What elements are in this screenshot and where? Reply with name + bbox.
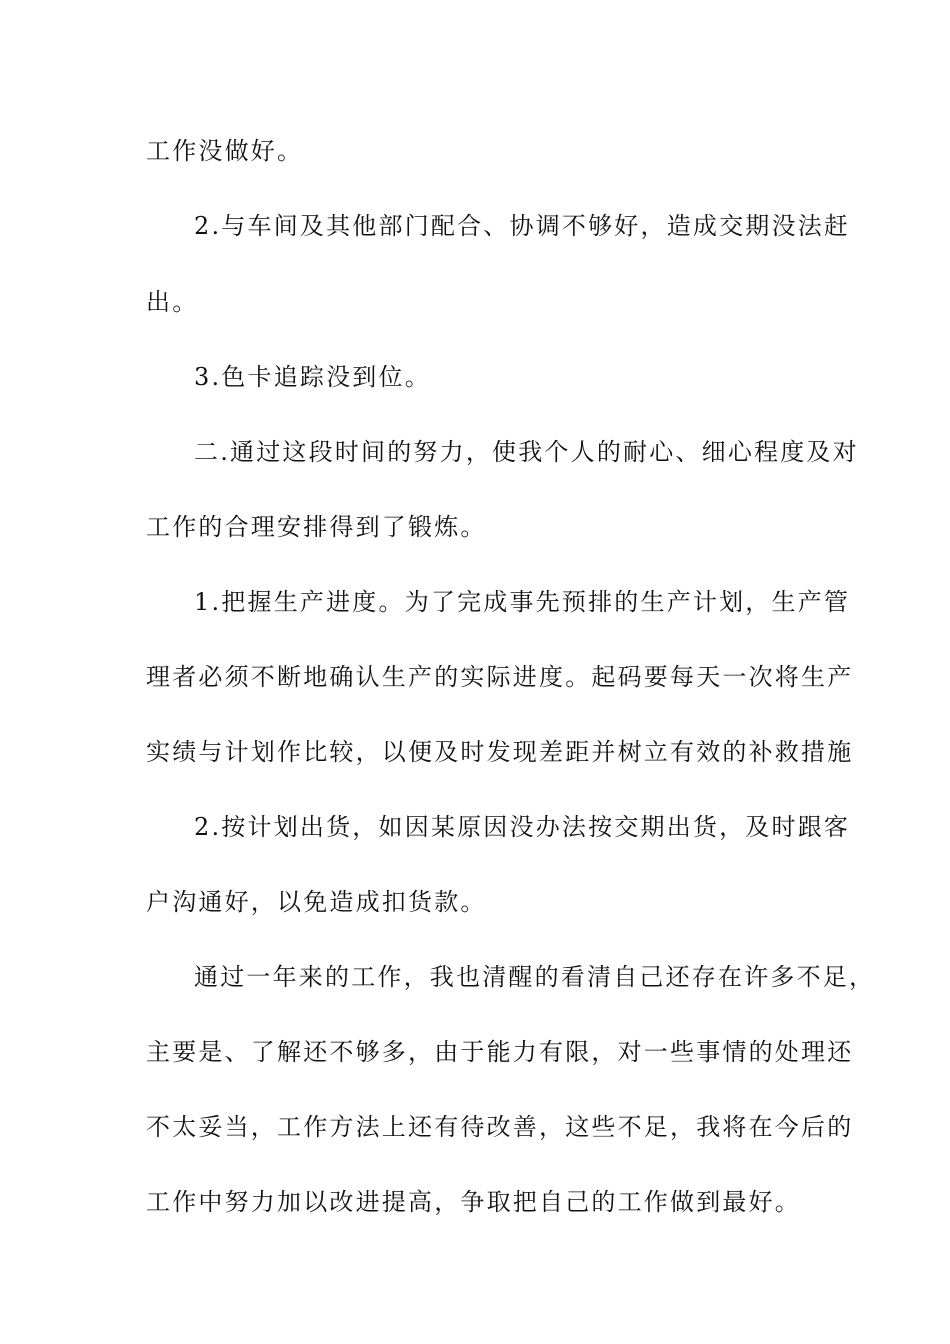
text-line: 2.与车间及其他部门配合、协调不够好，造成交期没法赶: [194, 212, 851, 240]
text-line: 出。: [146, 288, 199, 316]
text-line: 实绩与计划作比较，以便及时发现差距并树立有效的补救措施: [146, 738, 854, 766]
text-line: 1.把握生产进度。为了完成事先预排的生产计划，生产管: [194, 588, 851, 616]
text-line: 理者必须不断地确认生产的实际进度。起码要每天一次将生产: [146, 663, 854, 691]
text-line: 工作中努力加以改进提高，争取把自己的工作做到最好。: [146, 1188, 801, 1216]
text-line: 通过一年来的工作，我也清醒的看清自己还存在许多不足，: [194, 963, 876, 991]
text-line: 户沟通好，以免造成扣货款。: [146, 888, 487, 916]
text-line: 主要是、了解还不够多，由于能力有限，对一些事情的处理还: [146, 1038, 854, 1066]
text-line: 3.色卡追踪没到位。: [194, 363, 431, 391]
text-line: 工作没做好。: [146, 137, 304, 165]
text-line: 工作的合理安排得到了锻炼。: [146, 513, 487, 541]
text-line: 不太妥当，工作方法上还有待改善，这些不足，我将在今后的: [146, 1113, 854, 1141]
text-line: 2.按计划出货，如因某原因没办法按交期出货，及时跟客: [194, 813, 851, 841]
text-line: 二.通过这段时间的努力，使我个人的耐心、细心程度及对: [194, 438, 859, 466]
